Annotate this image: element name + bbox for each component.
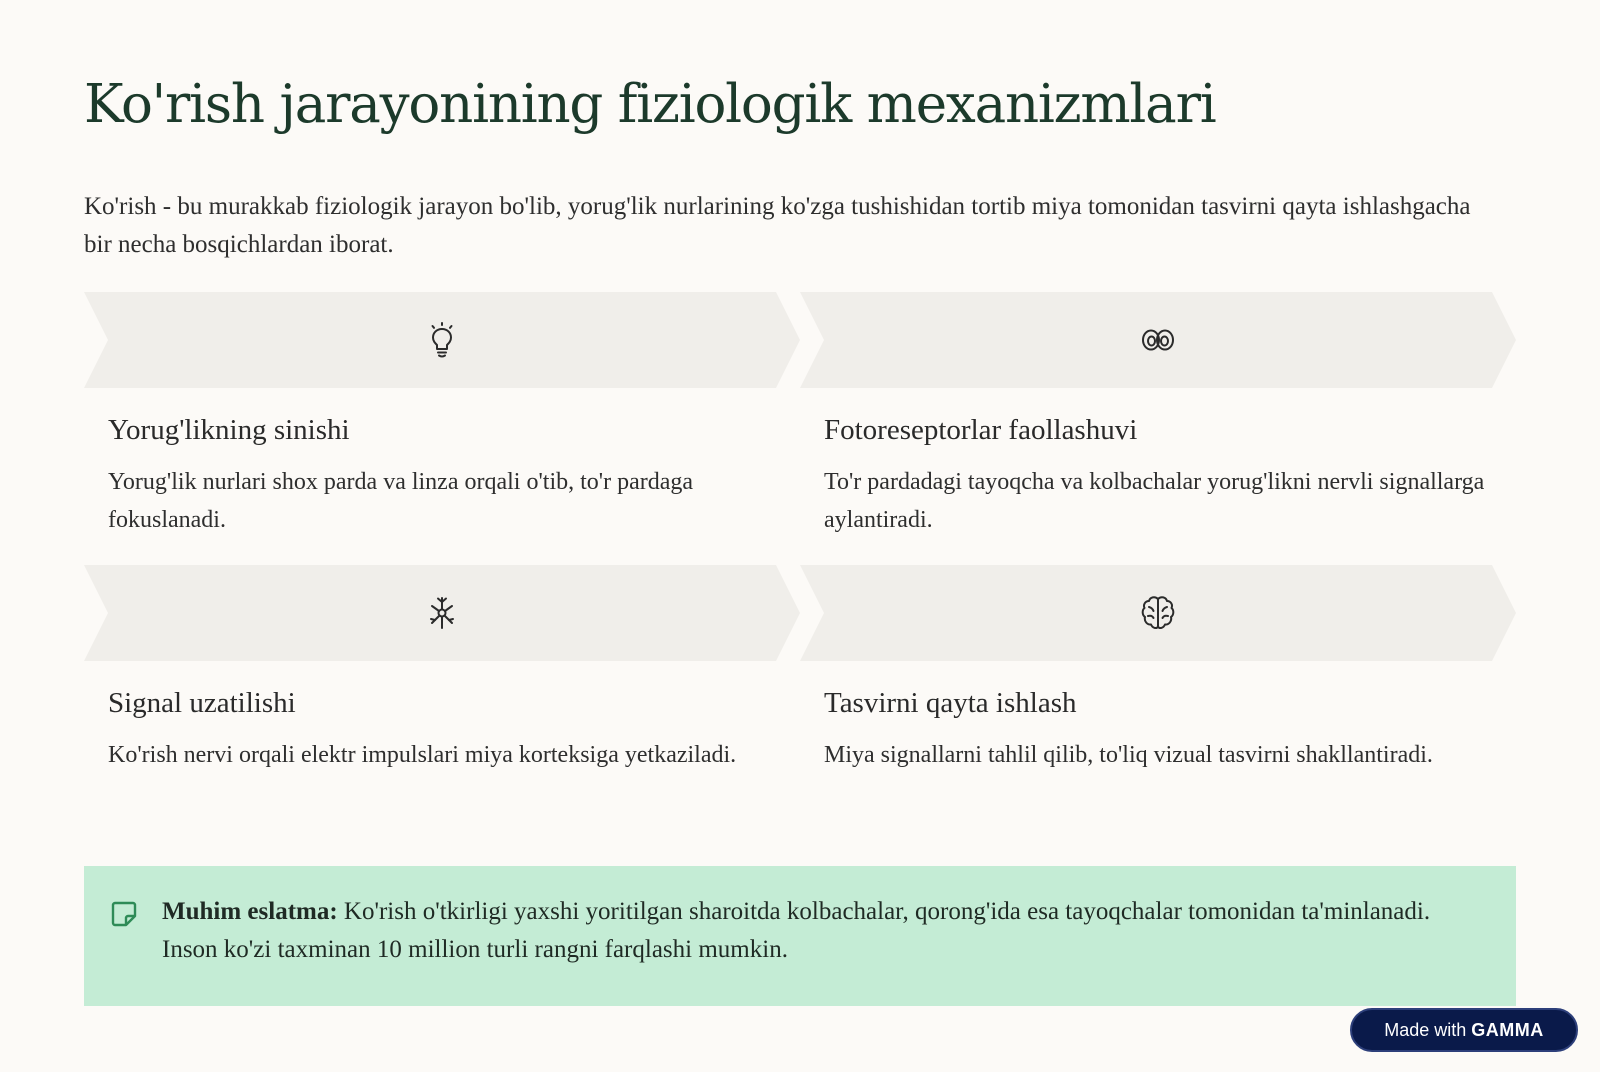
page-title: Ko'rish jarayonining fiziologik mexanizmlari [84,74,1216,135]
made-with-gamma-badge[interactable] [1350,1008,1578,1052]
chevron-banner [800,292,1516,388]
step-title: Signal uzatilishi [108,687,296,719]
eyes-icon [1134,316,1182,364]
lightbulb-icon [418,316,466,364]
neuron-icon [418,589,466,637]
note-label: Muhim eslatma: [162,898,338,925]
step-title: Fotoreseptorlar faollashuvi [824,414,1138,446]
step-title: Tasvirni qayta ishlash [824,687,1077,719]
note-body: Ko'rish o'tkirligi yaxshi yoritilgan sharoitda kolbachalar, qorong'ida esa tayoqchalar tomonidan ta'minlanadi. Inson ko'zi taxminan 10 million turli rangni farqlashi mumkin. [162,898,1431,963]
chevron-banner [800,565,1516,661]
note-text [162,893,1482,969]
gamma-logo: GAMMA [1471,1020,1544,1040]
important-note-callout [84,866,1516,1006]
step-title: Yorug'likning sinishi [108,414,350,446]
brain-icon [1134,589,1182,637]
step-description: Miya signallarni tahlil qilib, to'liq vizual tasvirni shakllantiradi. [824,742,1433,768]
intro-paragraph: Ko'rish - bu murakkab fiziologik jarayon bo'lib, yorug'lik nurlarining ko'zga tushishidan tortib miya tomonidan tasvirni qayta ishlashgacha bir necha bosqichlardan iborat. [84,193,1471,258]
badge-prefix: Made with [1384,1020,1467,1040]
step-description: Yorug'lik nurlari shox parda va linza orqali o'tib, to'r pardaga fokuslanadi. [108,469,694,533]
chevron-banner [84,565,800,661]
chevron-banner [84,292,800,388]
step-description: To'r pardadagi tayoqcha va kolbachalar yorug'likni nervli signallarga aylantiradi. [824,469,1485,533]
step-description: Ko'rish nervi orqali elektr impulslari miya korteksiga yetkaziladi. [108,742,737,768]
note-icon [110,900,138,928]
